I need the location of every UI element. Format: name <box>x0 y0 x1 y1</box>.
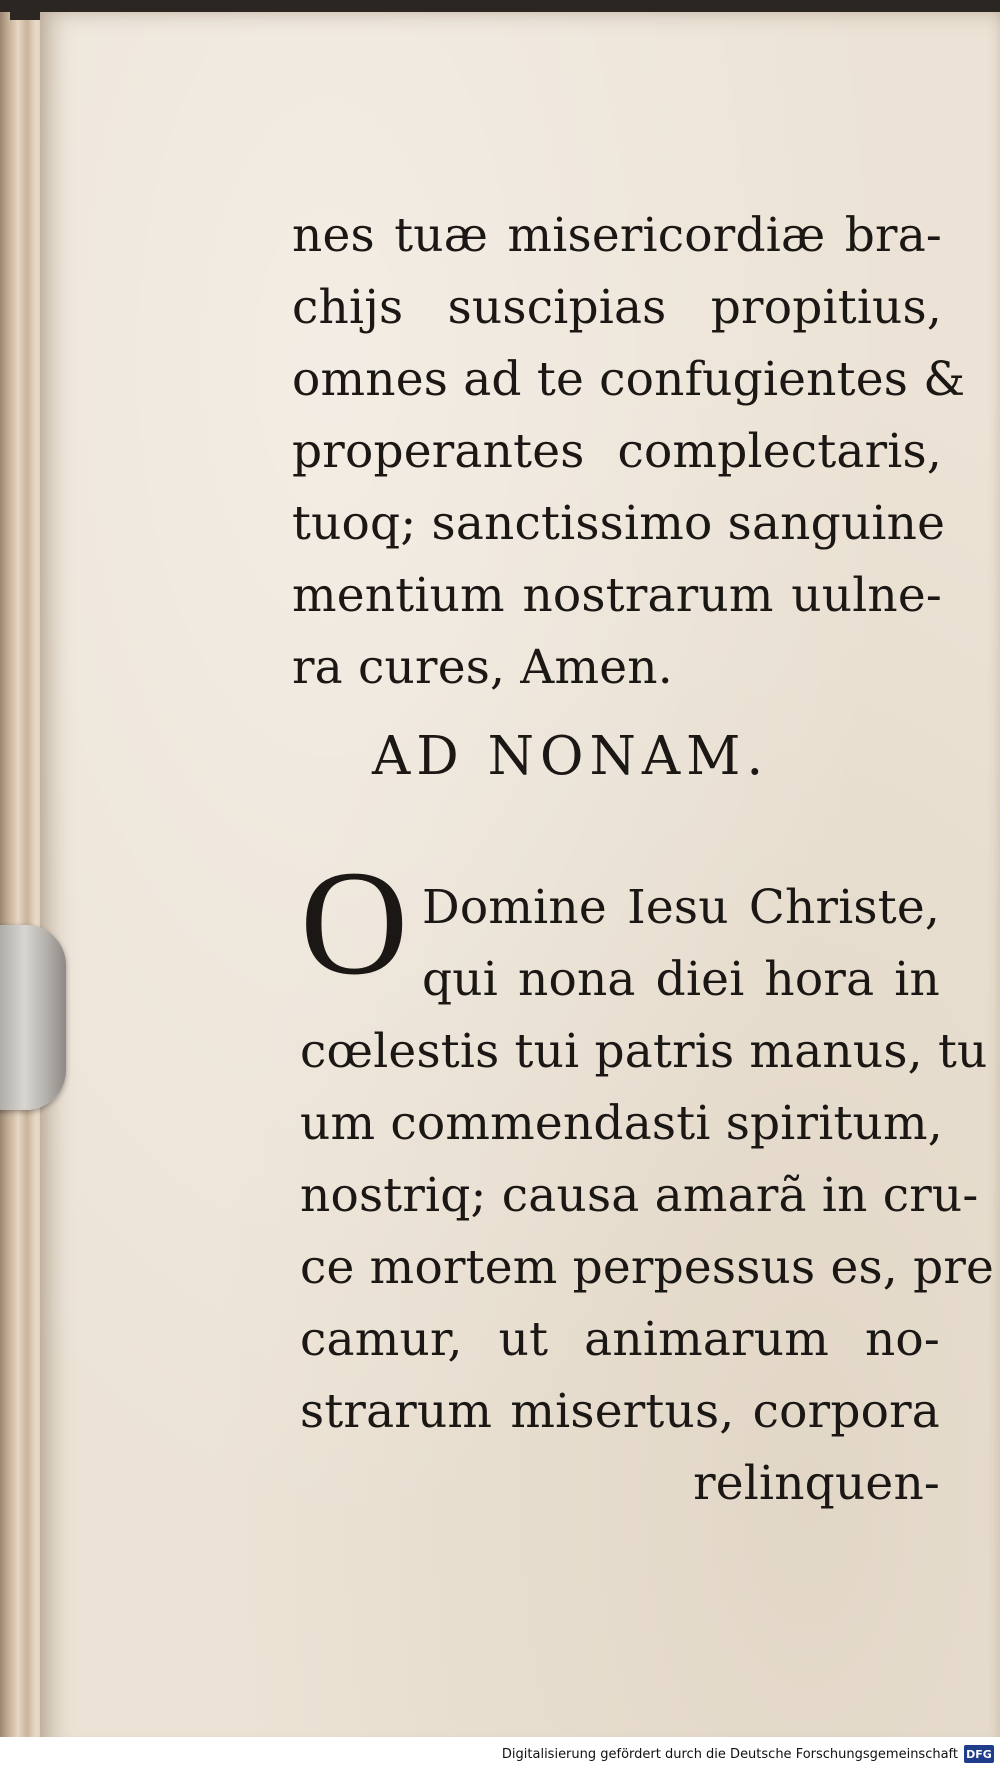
footer-credit: Digitalisierung gefördert durch die Deutsche Forschungsgemeinschaft <box>501 1746 958 1762</box>
catchword: relinquen- <box>693 1456 940 1511</box>
text-line: properantes complectaris, <box>292 424 942 479</box>
text-line: omnes ad te confugientes & <box>292 352 966 407</box>
text-line: nes tuæ misericordiæ bra- <box>292 208 942 263</box>
text-block-top <box>292 200 966 704</box>
text-line: cœlestis tui patris manus, tu <box>300 1024 988 1079</box>
text-line: camur, ut animarum no- <box>300 1312 940 1367</box>
text-line: strarum misertus, corpora <box>300 1384 940 1439</box>
text-line: um commendasti spiritum, <box>300 1096 943 1151</box>
footer <box>502 1741 994 1767</box>
text-line: Domine Iesu Christe, <box>422 880 940 935</box>
text-line: tuoq; sanctissimo sanguine <box>292 496 946 551</box>
text-line: ce mortem perpessus es, pre <box>300 1240 995 1295</box>
text-line: nostriq; causa amarã in cru- <box>300 1168 979 1223</box>
dfg-logo: DFG <box>964 1745 994 1763</box>
page-clip <box>0 925 66 1110</box>
drop-cap: O <box>300 840 409 1006</box>
text-block-bottom <box>300 872 995 1520</box>
text-line: qui nona diei hora in <box>422 952 940 1007</box>
section-heading: AD NONAM. <box>372 726 770 787</box>
text-line: ra cures, Amen. <box>292 640 673 695</box>
text-line: chijs suscipias propitius, <box>292 280 942 335</box>
text-line: mentium nostrarum uulne- <box>292 568 942 623</box>
page-binding-edge <box>0 12 10 1754</box>
